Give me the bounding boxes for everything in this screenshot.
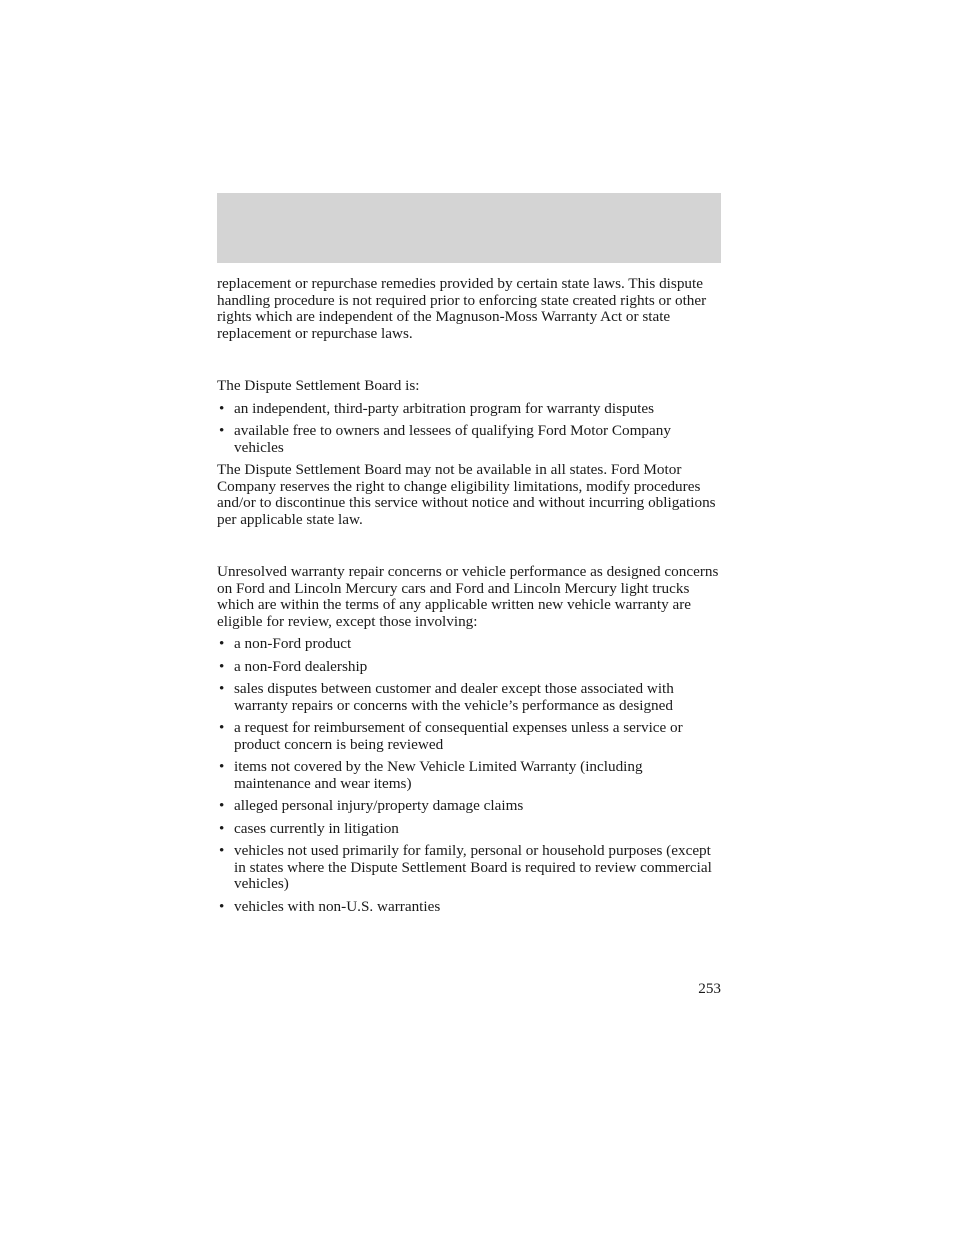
availability-note: The Dispute Settlement Board may not be available in all states. Ford Motor Company reserves the right to change eligibility limitations, modify procedures and/or to discontinue this service without notice and without incurring obligations per applicable state law. (217, 461, 716, 528)
list-item: • sales disputes between customer and dealer except those associated with warranty repairs or concerns with the vehicle’s performance as designed (219, 680, 674, 714)
exclusion-list (217, 636, 723, 915)
bullet-icon: • (219, 797, 225, 814)
board-list (217, 401, 723, 457)
list-item: • vehicles with non-U.S. warranties (219, 897, 441, 915)
list-item: • cases currently in litigation (219, 819, 399, 837)
bullet-icon: • (219, 719, 225, 736)
list-item: • an independent, third-party arbitration program for warranty disputes (219, 399, 655, 417)
bullet-icon: • (219, 635, 225, 652)
bullet-icon: • (219, 897, 225, 915)
list-item: • vehicles not used primarily for family, personal or household purposes (except in states where the Dispute Settlement Board is required to review commercial vehicles) (219, 842, 712, 892)
board-lead: The Dispute Settlement Board is: (217, 377, 420, 394)
bullet-icon: • (219, 657, 225, 675)
eligibility-lead: Unresolved warranty repair concerns or vehicle performance as designed concerns on Ford and Lincoln Mercury cars and Ford and Lincoln Mercury light trucks which are within the terms of any applicable written new vehicle warranty are eligible for review, except those involving: (217, 563, 719, 630)
list-item: • alleged personal injury/property damage claims (219, 797, 524, 814)
bullet-icon: • (219, 680, 225, 697)
bullet-icon: • (219, 842, 225, 859)
bullet-icon: • (219, 422, 225, 439)
list-item: • a request for reimbursement of consequential expenses unless a service or product concern is being reviewed (219, 719, 683, 753)
bullet-icon: • (219, 819, 225, 837)
page-number: 253 (698, 980, 721, 997)
section-header-band (217, 193, 721, 263)
list-item: • available free to owners and lessees of qualifying Ford Motor Company vehicles (219, 422, 671, 456)
bullet-icon: • (219, 758, 225, 775)
list-item: • a non-Ford product (219, 635, 352, 652)
intro-paragraph: replacement or repurchase remedies provided by certain state laws. This dispute handling procedure is not required prior to enforcing state created rights or other rights which are independent of the Magnuson-Moss Warranty Act or state replacement or repurchase laws. (217, 275, 707, 342)
bullet-icon: • (219, 399, 225, 417)
page-body (217, 276, 723, 915)
list-item: • a non-Ford dealership (219, 657, 368, 675)
list-item: • items not covered by the New Vehicle Limited Warranty (including maintenance and wear items) (219, 758, 643, 792)
